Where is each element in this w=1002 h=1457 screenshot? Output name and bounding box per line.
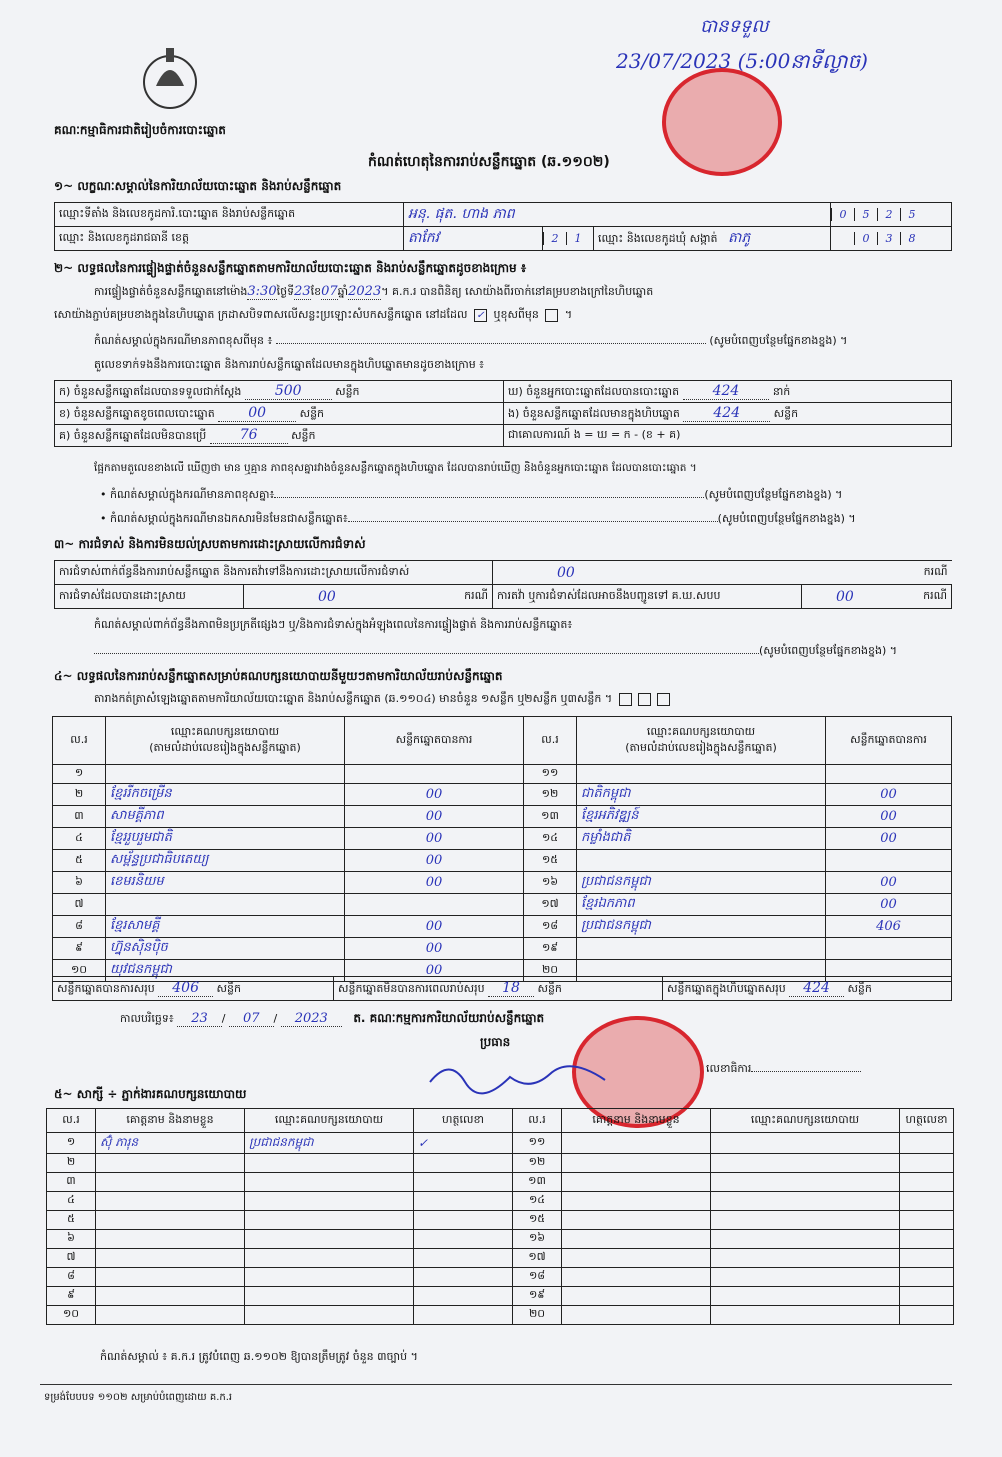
- row-number: ១១: [513, 1133, 562, 1154]
- party-votes: 00: [345, 850, 524, 872]
- verify-day: 23: [294, 284, 311, 299]
- received-label: ក) ចំនួនសន្លឹកឆ្នោតដែលបានទទួលជាក់ស្តែង: [59, 384, 242, 398]
- party-votes: 406: [826, 916, 952, 938]
- unit: ករណី: [923, 588, 947, 602]
- table-row: [47, 1154, 954, 1173]
- witness-signature: [414, 1268, 513, 1287]
- row-number: ១៣: [513, 1173, 562, 1192]
- table-row: [53, 828, 952, 850]
- party-name: សម្ព័ន្ធប្រជាធិបតេយ្យ: [106, 850, 345, 872]
- province-label: ឈ្មោះ និងលេខកូដរាជធានី ខេត្ត: [55, 227, 404, 251]
- witness-signature: [414, 1192, 513, 1211]
- row-number: ១០: [53, 960, 106, 982]
- witness-name: [562, 1230, 711, 1249]
- witness-signature: [900, 1287, 954, 1306]
- text: • កំណត់សម្គាល់ក្នុងករណីមានឯកសារមិនមែនជាសន្លឹកឆ្នោត៖: [100, 512, 348, 525]
- row-number: ២: [53, 784, 106, 806]
- text: ថ្ងៃទី: [276, 285, 295, 298]
- party-name: ជាតិកម្ពុជា: [577, 784, 826, 806]
- witness-party: [245, 1268, 414, 1287]
- party-votes: [345, 765, 524, 784]
- text: • កំណត់សម្គាល់ក្នុងករណីមានភាពខុសគ្នា៖: [100, 488, 275, 501]
- table-row: [53, 916, 952, 938]
- table-row: [47, 1287, 954, 1306]
- unit: សន្លឹក: [537, 981, 562, 995]
- witness-signature: [414, 1306, 513, 1325]
- forwarded-value: 00: [836, 588, 854, 605]
- row-number: ១៧: [524, 894, 577, 916]
- table-row: [47, 1173, 954, 1192]
- text: តារាងកត់ត្រាសំឡេងឆ្នោតតាមការិយាល័យបោះឆ្នោត និងរាប់សន្លឹកឆ្នោត (ឆ.១១០៤) មានចំនួន ១សន្លឹក ឬ២សន្លឹក ឬ៣សន្លឹក ។: [94, 692, 613, 705]
- total-box-value: 424: [789, 980, 844, 997]
- section4-heading: ៤~ លទ្ធផលនៃការរាប់សន្លឹកឆ្នោតសម្រាប់គណបក្សនយោបាយនីមួយៗតាមការិយាល័យរាប់សន្លឹកឆ្នោត: [54, 669, 503, 683]
- chair-label: ប្រធាន: [480, 1035, 511, 1049]
- col-sign: ហត្ថលេខា: [900, 1109, 954, 1133]
- col-party: [577, 717, 826, 765]
- unit: ករណី: [923, 564, 948, 578]
- text: ការផ្ទៀងផ្ទាត់ចំនួនសន្លឹកឆ្នោតនៅម៉ោង: [94, 285, 248, 298]
- col-name: គោត្តនាម និងនាមខ្លួន: [562, 1109, 711, 1133]
- witness-name: [96, 1192, 245, 1211]
- commune-cell: [594, 227, 831, 251]
- row-number: ១៣: [524, 806, 577, 828]
- witness-party: [245, 1192, 414, 1211]
- formula: ជាគោលការណ៍ ង = ឃ = ក - (ខ + គ): [504, 425, 952, 447]
- change-note-line: [94, 334, 954, 350]
- text: ។ គ.ក.រ បានពិនិត្យ សោយ៉ាងពីរចាក់នៅគម្របខាងក្រៅនៃហិបឆ្នោត: [381, 285, 654, 298]
- unit: សន្លឹក: [773, 406, 799, 420]
- col-party: ឈ្មោះគណបក្សនយោបាយ: [245, 1109, 414, 1133]
- office-name-label: ឈ្មោះទីតាំង និងលេខកូដការិ.បោះឆ្នោត និងរាប់សន្លឹកឆ្នោត: [55, 203, 404, 227]
- row-number: ១០: [47, 1306, 96, 1325]
- party-name: [106, 894, 345, 916]
- witness-signature: [900, 1230, 954, 1249]
- witness-signature: [900, 1249, 954, 1268]
- total-valid-label: សន្លឹកឆ្នោតបានការសរុប: [57, 981, 155, 995]
- party-votes: 00: [345, 806, 524, 828]
- witness-signature: [900, 1306, 954, 1325]
- text: លេខាធិការ: [706, 1062, 752, 1075]
- row-number: ៦: [47, 1230, 96, 1249]
- text: កាលបរិច្ឆេទ៖: [120, 1012, 174, 1025]
- difference-line: ផ្អែកតាមតួលេខខាងលើ ឃើញថា មាន ឬគ្មាន ភាពខុសគ្នារវាងចំនួនសន្លឹកឆ្នោតក្នុងហិបឆ្នោត ដែលបានរាប់ឃើញ និងចំនួនអ្នកបោះឆ្នោត ដែលបានបោះឆ្នោត ។: [94, 462, 697, 474]
- witness-name: ស៊ុំ ភារុន: [96, 1133, 245, 1154]
- code-digit: 0: [854, 232, 877, 245]
- section2-heading: ២~ លទ្ធផលនៃការផ្ទៀងផ្ទាត់ចំនួនសន្លឹកឆ្នោតតាមការិយាល័យបោះឆ្នោត និងរាប់សន្លឹកឆ្នោតដូចខាងក្រោម ៖: [54, 261, 527, 275]
- row-number: ១៥: [513, 1211, 562, 1230]
- results-table: [52, 716, 952, 982]
- official-stamp-top: [662, 68, 782, 176]
- text: (តាមលំដាប់លេខរៀងក្នុងសន្លឹកឆ្នោត): [149, 740, 301, 754]
- figures-table: [54, 380, 952, 447]
- text: (សូមបំពេញបន្ថែមផ្នែកខាងខ្នង) ។: [759, 644, 898, 657]
- code-digit: 8: [900, 232, 923, 245]
- col-sign: ហត្ថលេខា: [414, 1109, 513, 1133]
- section1-table: [54, 202, 952, 251]
- verification-paragraph: [94, 284, 954, 301]
- sheet-count-checkbox[interactable]: [657, 693, 670, 706]
- org-name: គណៈកម្មាធិការជាតិរៀបចំការបោះឆ្នោត: [54, 123, 226, 137]
- row-number: ១២: [513, 1154, 562, 1173]
- col-no: ល.រ: [47, 1109, 96, 1133]
- witness-name: [96, 1154, 245, 1173]
- witness-name: [96, 1211, 245, 1230]
- witness-name: [96, 1173, 245, 1192]
- party-name: ខ្មែរឯកភាព: [577, 894, 826, 916]
- row-number: ១១: [524, 765, 577, 784]
- row-number: ១: [47, 1133, 96, 1154]
- row-number: ១២: [524, 784, 577, 806]
- unit: សន្លឹក: [335, 384, 360, 398]
- party-votes: 00: [345, 872, 524, 894]
- witness-signature: [414, 1249, 513, 1268]
- row-number: ៤: [53, 828, 106, 850]
- table-row: [47, 1249, 954, 1268]
- witness-name: [562, 1268, 711, 1287]
- row-number: ១៦: [513, 1230, 562, 1249]
- party-votes: 00: [826, 828, 952, 850]
- witness-name: [562, 1287, 711, 1306]
- verify-month: 07: [321, 284, 338, 299]
- witness-signature: [900, 1192, 954, 1211]
- col-no: ល.រ: [513, 1109, 562, 1133]
- row-number: ៣: [47, 1173, 96, 1192]
- witness-name: [96, 1287, 245, 1306]
- results-rows: [53, 765, 952, 982]
- witness-signature: [900, 1133, 954, 1154]
- code-digit: 0: [831, 208, 854, 221]
- witness-party: [245, 1154, 414, 1173]
- witness-name: [96, 1306, 245, 1325]
- table-row: [53, 894, 952, 916]
- row-number: ១៨: [524, 916, 577, 938]
- total-invalid-value: 18: [488, 980, 534, 997]
- row-number: ២០: [513, 1306, 562, 1325]
- commune-label: ឈ្មោះ និងលេខកូដឃុំ សង្កាត់: [598, 232, 718, 245]
- witness-party: [711, 1306, 900, 1325]
- table-row: [47, 1230, 954, 1249]
- unit: នាក់: [772, 384, 791, 398]
- witness-party: [711, 1133, 900, 1154]
- witness-signature: [414, 1173, 513, 1192]
- witness-signature: [414, 1154, 513, 1173]
- witness-party: [245, 1230, 414, 1249]
- code-digit: 5: [854, 208, 877, 221]
- irregularity-fill: [94, 644, 954, 660]
- section5-heading: ៥~ សាក្សី ÷ ភ្នាក់ងារគណបក្សនយោបាយ: [54, 1087, 247, 1101]
- table-row: [53, 765, 952, 784]
- row-number: ៧: [53, 894, 106, 916]
- seal-status-line: សោយ៉ាងភ្ជាប់គម្របខាងក្នុងនៃហិបឆ្នោត ក្រដាសបិទពាសលើសន្លះប្រឡោះសំបកសន្លឹកឆ្នោត នៅដដែល ✓ ឬខុសពីមុន ។: [54, 308, 573, 321]
- date-year: 2023: [281, 1011, 342, 1027]
- nec-logo-icon: [138, 44, 202, 114]
- committee-name: ត. គណៈកម្មការការិយាល័យរាប់សន្លឹកឆ្នោត: [353, 1011, 545, 1025]
- witness-name: [562, 1249, 711, 1268]
- section1-heading: ១~ លក្ខណៈសម្គាល់នៃការិយាល័យបោះឆ្នោត និងរាប់សន្លឹកឆ្នោត: [54, 179, 342, 193]
- table-row: [47, 1133, 954, 1154]
- party-name: [577, 850, 826, 872]
- witness-signature: [414, 1287, 513, 1306]
- party-name: ខ្មែរអភិវឌ្ឍន៍: [577, 806, 826, 828]
- verify-year: 2023: [348, 284, 382, 299]
- in-box-label: ង) ចំនួនសន្លឹកឆ្នោតដែលមានក្នុងហិបឆ្នោត: [508, 406, 680, 420]
- date-month: 07: [229, 1011, 274, 1027]
- table-row: [53, 872, 952, 894]
- row-number: ១៩: [513, 1287, 562, 1306]
- witness-signature: [900, 1268, 954, 1287]
- tally-sheets-line: [94, 692, 673, 708]
- code-digit: 2: [877, 208, 900, 221]
- row-number: ១: [53, 765, 106, 784]
- witness-signature: ✓: [414, 1133, 513, 1154]
- in-box-value: 424: [683, 405, 770, 422]
- col-no: ល.រ: [524, 717, 577, 765]
- party-votes: 00: [345, 938, 524, 960]
- witness-signature: [414, 1211, 513, 1230]
- province-value: តាកែវ: [404, 227, 543, 251]
- row-number: ១៨: [513, 1268, 562, 1287]
- province-code: [543, 227, 594, 251]
- date-line: កាលបរិច្ឆេទ៖ 23 / 07 / 2023 ត. គណៈកម្មការការិយាល័យរាប់សន្លឹកឆ្នោត: [120, 1011, 545, 1026]
- row-number: ៩: [53, 938, 106, 960]
- row-number: ៨: [53, 916, 106, 938]
- row-number: ៦: [53, 872, 106, 894]
- witness-party: [245, 1306, 414, 1325]
- witness-party: [711, 1287, 900, 1306]
- unit: សន្លឹក: [299, 406, 325, 420]
- footer-text: ទម្រង់បែបបទ ១១០២ សម្រាប់បំពេញដោយ គ.ក.រ: [44, 1392, 233, 1403]
- code-digit: 2: [543, 232, 566, 245]
- party-votes: 00: [345, 916, 524, 938]
- sheet-count-checkbox[interactable]: [619, 693, 632, 706]
- table-row: [47, 1211, 954, 1230]
- row-number: ២០: [524, 960, 577, 982]
- party-votes: 00: [826, 806, 952, 828]
- col-votes: សន្លឹកឆ្នោតបានការ: [345, 717, 524, 765]
- total-invalid-label: សន្លឹកឆ្នោតមិនបានការពេលរាប់សរុប: [338, 981, 485, 995]
- table-row: [53, 938, 952, 960]
- row-number: ១៦: [524, 872, 577, 894]
- table-row: [53, 850, 952, 872]
- party-votes: [826, 938, 952, 960]
- date-day: 23: [177, 1011, 222, 1027]
- party-votes: 00: [345, 960, 524, 982]
- unused-value: 76: [210, 427, 288, 444]
- witness-name: [562, 1306, 711, 1325]
- witness-party: [245, 1173, 414, 1192]
- witness-party: [711, 1192, 900, 1211]
- commune-value: តាភូ: [728, 230, 751, 246]
- row-number: ១៤: [513, 1192, 562, 1211]
- party-votes: 00: [826, 894, 952, 916]
- text: (សូមបំពេញបន្ថែមផ្នែកខាងខ្នង) ។: [717, 512, 856, 525]
- office-name-value: អនុ. ផុត. ហាង ភាព: [404, 203, 831, 227]
- total-valid-value: 406: [158, 980, 213, 997]
- text: (សូមបំពេញបន្ថែមផ្នែកខាងខ្នង) ។: [704, 488, 843, 501]
- witness-table: [46, 1108, 954, 1325]
- row-number: ៥: [47, 1211, 96, 1230]
- party-name: ហ្វ៊ុនស៊ិនប៉ិច: [106, 938, 345, 960]
- party-votes: 00: [345, 828, 524, 850]
- row-number: ១៩: [524, 938, 577, 960]
- totals-table: [52, 976, 952, 1001]
- witness-party: ប្រជាជនកម្ពុជា: [245, 1133, 414, 1154]
- witness-name: [96, 1230, 245, 1249]
- sheet-count-checkbox[interactable]: [638, 693, 651, 706]
- party-name: ខ្មែររីកចម្រើន: [106, 784, 345, 806]
- table-row: [47, 1192, 954, 1211]
- col-party: [106, 717, 345, 765]
- text: ឬខុសពីមុន: [493, 308, 539, 321]
- party-name: ខ្មែររួបរួមជាតិ: [106, 828, 345, 850]
- party-name: កម្លាំងជាតិ: [577, 828, 826, 850]
- witness-party: [711, 1211, 900, 1230]
- witness-party: [711, 1154, 900, 1173]
- text: (តាមលំដាប់លេខរៀងក្នុងសន្លឹកឆ្នោត): [625, 740, 777, 754]
- party-name: យុវជនកម្ពុជា: [106, 960, 345, 982]
- commune-code: [831, 227, 952, 251]
- table-row: [47, 1306, 954, 1325]
- voters-value: 424: [683, 383, 770, 400]
- table-row: [47, 1268, 954, 1287]
- witness-rows: [47, 1133, 954, 1325]
- witness-party: [711, 1230, 900, 1249]
- form-title: កំណត់ហេតុនៃការរាប់សន្លឹកឆ្នោត (ឆ.១១០២): [368, 154, 610, 170]
- unused-label: គ) ចំនួនសន្លឹកឆ្នោតដែលមិនបានប្រើ: [59, 428, 207, 442]
- row-number: ៥: [53, 850, 106, 872]
- row-number: ១៤: [524, 828, 577, 850]
- row-number: ៨: [47, 1268, 96, 1287]
- received-value: 500: [245, 383, 332, 400]
- witness-name: [562, 1211, 711, 1230]
- row-number: ៧: [47, 1249, 96, 1268]
- party-name: [577, 938, 826, 960]
- witness-party: [245, 1287, 414, 1306]
- witness-name: [96, 1268, 245, 1287]
- party-name: ប្រជាជនកម្ពុជា: [577, 872, 826, 894]
- row-number: ១៧: [513, 1249, 562, 1268]
- spoiled-label: ខ) ចំនួនសន្លឹកឆ្នោតខូចពេលបោះឆ្នោត: [59, 406, 215, 420]
- objection-label: ការជំទាស់ពាក់ព័ន្ធនឹងការរាប់សន្លឹកឆ្នោត និងការតវ៉ាទៅនឹងការដោះស្រាយលើការជំទាស់: [55, 561, 493, 585]
- party-name: [106, 765, 345, 784]
- witness-party: [245, 1211, 414, 1230]
- objection-table: [54, 560, 952, 609]
- witness-name: [562, 1173, 711, 1192]
- col-name: គោត្តនាម និងនាមខ្លួន: [96, 1109, 245, 1133]
- code-digit: 5: [900, 208, 923, 221]
- party-name: ខេមរនិយម: [106, 872, 345, 894]
- witness-party: [711, 1268, 900, 1287]
- party-votes: [345, 894, 524, 916]
- witness-name: [562, 1192, 711, 1211]
- row-number: ១៥: [524, 850, 577, 872]
- text: ឈ្មោះគណបក្សនយោបាយ: [646, 724, 756, 738]
- witness-party: [711, 1249, 900, 1268]
- witness-name: [562, 1154, 711, 1173]
- party-votes: 00: [345, 784, 524, 806]
- party-name: [577, 765, 826, 784]
- office-code: [831, 203, 952, 227]
- figures-intro: តួលេខទាក់ទងនឹងការបោះឆ្នោត និងការរាប់សន្លឹកឆ្នោតដែលមានក្នុងហិបឆ្នោតមានដូចខាងក្រោម ៖: [94, 358, 485, 371]
- col-party: ឈ្មោះគណបក្សនយោបាយ: [711, 1109, 900, 1133]
- verify-time: 3:30: [247, 284, 277, 299]
- witness-signature: [900, 1173, 954, 1192]
- irregularity-note: កំណត់សម្គាល់ពាក់ព័ន្ធនឹងភាពមិនប្រក្រតីផ្សេងៗ ឬ/និងការជំទាស់ក្នុងអំឡុងពេលនៃការផ្ទៀងផ្ទាត់ និងការរាប់សន្លឹកឆ្នោត៖: [94, 618, 573, 631]
- text: ឆ្នាំ: [337, 285, 349, 298]
- difference-note: [100, 488, 955, 504]
- changed-checkbox[interactable]: [545, 309, 558, 322]
- party-votes: 00: [826, 872, 952, 894]
- row-number: ២: [47, 1154, 96, 1173]
- text: (សូមបំពេញបន្ថែមផ្នែកខាងខ្នង) ។: [709, 334, 848, 347]
- witness-party: [711, 1173, 900, 1192]
- witness-name: [96, 1249, 245, 1268]
- completion-note: កំណត់សម្គាល់ ៖ គ.ក.រ ត្រូវបំពេញ ឆ.១១០២ ឱ្យបានត្រឹមត្រូវ ចំនួន ៣ច្បាប់ ។: [100, 1350, 418, 1363]
- code-digit: 1: [566, 232, 589, 245]
- party-name: ប្រជាជនកម្ពុជា: [577, 916, 826, 938]
- text: ឈ្មោះគណបក្សនយោបាយ: [170, 724, 280, 738]
- non-ballot-note: [100, 512, 955, 528]
- code-digit: 3: [877, 232, 900, 245]
- text: ខែ: [310, 285, 322, 298]
- received-note-line1: បានទទួល: [700, 16, 769, 37]
- party-votes: [826, 850, 952, 872]
- witness-name: [562, 1133, 711, 1154]
- chair-signature-icon: [420, 1052, 620, 1102]
- unit: ករណី: [464, 588, 488, 602]
- witness-signature: [414, 1230, 513, 1249]
- row-number: ៩: [47, 1287, 96, 1306]
- unit: សន្លឹក: [216, 981, 241, 995]
- forwarded-label: ការតវ៉ា ឬការជំទាស់ដែលអាចនឹងបញ្ជូនទៅ គ.ឃ.សបប: [493, 585, 802, 609]
- row-number: ៣: [53, 806, 106, 828]
- table-row: [53, 784, 952, 806]
- party-name: ខ្មែរសាមគ្គី: [106, 916, 345, 938]
- objection-value: 00: [557, 564, 575, 581]
- resolved-label: ការជំទាស់ដែលបានដោះស្រាយ: [55, 585, 244, 609]
- unit: សន្លឹក: [847, 981, 872, 995]
- table-row: [53, 806, 952, 828]
- spoiled-value: 00: [218, 405, 296, 422]
- unit: សន្លឹក: [291, 428, 316, 442]
- row-number: ៤: [47, 1192, 96, 1211]
- total-box-label: សន្លឹកឆ្នោតក្នុងហិបឆ្នោតសរុប: [667, 981, 786, 995]
- section3-heading: ៣~ ការជំទាស់ និងការមិនយល់ស្របតាមការដោះស្រាយលើការជំទាស់: [54, 537, 366, 551]
- resolved-value: 00: [318, 588, 336, 605]
- voters-label: ឃ) ចំនួនអ្នកបោះឆ្នោតដែលបានបោះឆ្នោត: [508, 384, 680, 398]
- party-votes: [826, 765, 952, 784]
- witness-signature: [900, 1211, 954, 1230]
- secretary-line: [706, 1062, 861, 1078]
- party-name: សាមគ្គីភាព: [106, 806, 345, 828]
- witness-signature: [900, 1154, 954, 1173]
- col-votes: សន្លឹកឆ្នោតបានការ: [826, 717, 952, 765]
- witness-party: [245, 1249, 414, 1268]
- text: កំណត់សម្គាល់ក្នុងករណីមានភាពខុសពីមុន ៖: [94, 334, 273, 347]
- unchanged-checkbox[interactable]: ✓: [474, 309, 487, 322]
- received-note-line2: 23/07/2023 (5:00នាទីល្ងាច): [616, 49, 868, 73]
- party-votes: 00: [826, 784, 952, 806]
- text: សោយ៉ាងភ្ជាប់គម្របខាងក្នុងនៃហិបឆ្នោត ក្រដាសបិទពាសលើសន្លះប្រឡោះសំបកសន្លឹកឆ្នោត នៅដដែល: [54, 308, 468, 321]
- col-no: ល.រ: [53, 717, 106, 765]
